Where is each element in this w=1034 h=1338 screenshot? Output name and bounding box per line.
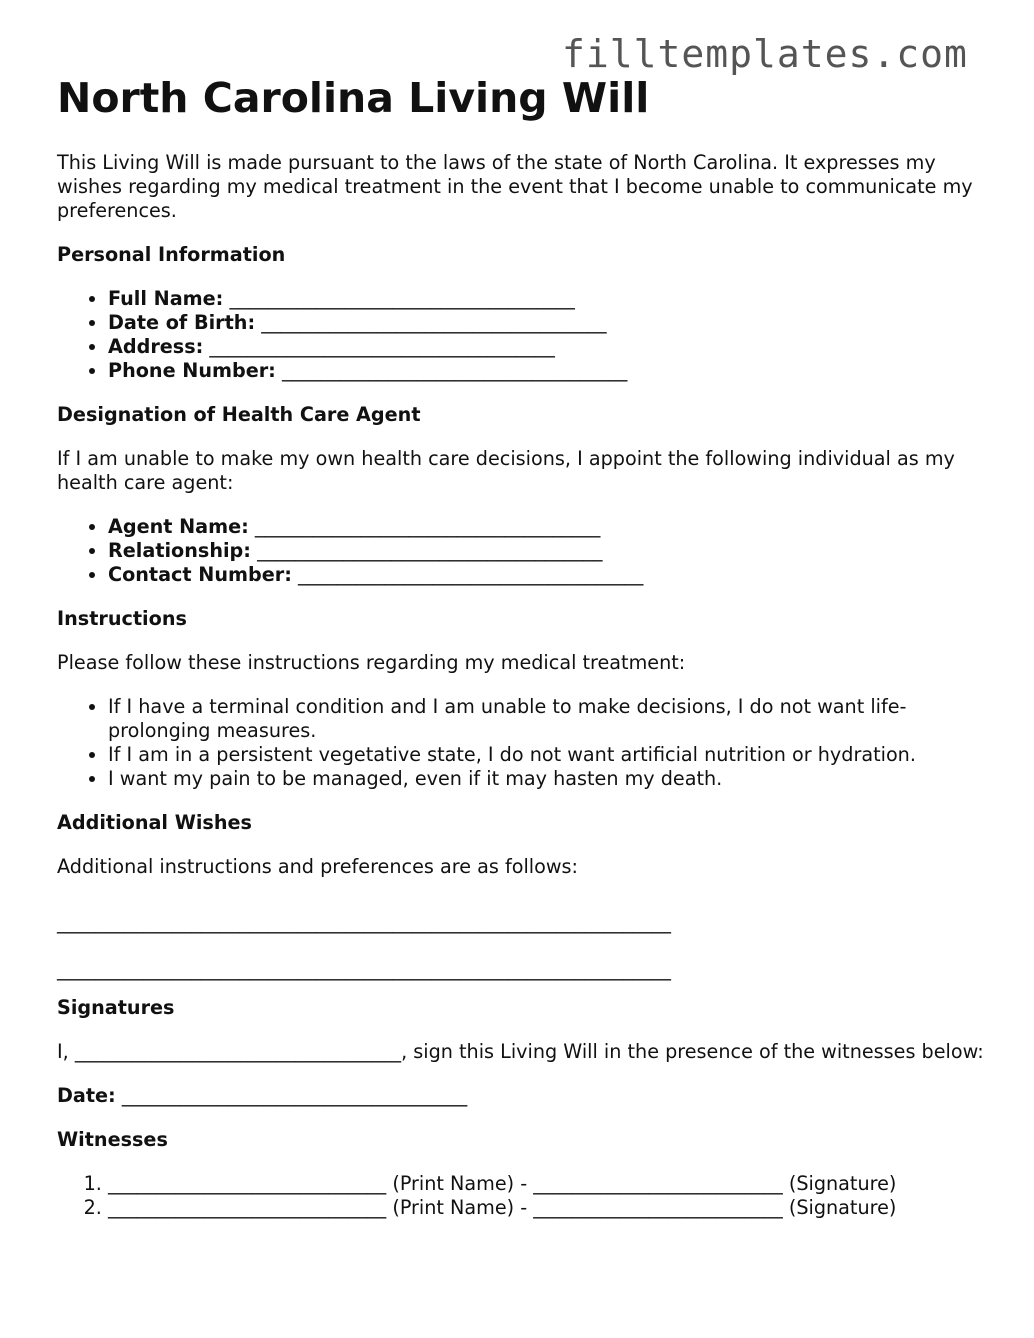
witness-2-signature-blank[interactable]: __________________________ [533, 1196, 783, 1219]
list-item [108, 287, 997, 311]
additional-wishes-heading: Additional Wishes [57, 811, 252, 834]
watermark-text: filltemplates.com [562, 32, 968, 76]
field-label: Full Name: [108, 287, 224, 310]
additional-wishes-paragraph: Additional instructions and preferences are as follows: [57, 855, 579, 878]
witnesses-heading: Witnesses [57, 1128, 168, 1151]
intro-paragraph: This Living Will is made pursuant to the laws of the state of North Carolina. It expresses my wishes regarding my medical treatment in the event that I become unable to communicate my preferences. [57, 151, 973, 222]
additional-wishes-line-2[interactable]: ________________________________________________________________ [57, 958, 671, 981]
list-item: • I want my pain to be managed, even if it may hasten my death. [108, 767, 997, 791]
signature-label: (Signature) [788, 1172, 897, 1195]
list-item [108, 311, 997, 335]
personal-info-heading: Personal Information [57, 243, 286, 266]
field-label: Address: [108, 335, 204, 358]
date-of-birth-blank[interactable]: ____________________________________ [261, 311, 607, 334]
date-line [57, 1084, 997, 1108]
agent-heading: Designation of Health Care Agent [57, 403, 421, 426]
witness-2-name-blank[interactable]: _____________________________ [108, 1196, 387, 1219]
agent-list [57, 515, 997, 587]
list-item [108, 335, 997, 359]
field-label: Agent Name: [108, 515, 249, 538]
field-label: Phone Number: [108, 359, 276, 382]
full-name-blank[interactable]: ____________________________________ [229, 287, 575, 310]
list-item [108, 359, 997, 383]
agent-paragraph: If I am unable to make my own health care decisions, I appoint the following individual as my health care agent: [57, 447, 955, 494]
witness-1-signature-blank[interactable]: __________________________ [533, 1172, 783, 1195]
date-blank[interactable]: ____________________________________ [121, 1084, 468, 1107]
list-item [108, 563, 997, 587]
contact-number-blank[interactable]: ____________________________________ [297, 563, 644, 586]
date-label: Date: [57, 1084, 116, 1107]
signature-statement [57, 1040, 997, 1064]
document-title: North Carolina Living Will [57, 74, 650, 122]
instructions-paragraph: Please follow these instructions regarding my medical treatment: [57, 651, 686, 674]
list-item [108, 1196, 997, 1220]
field-label: Contact Number: [108, 563, 292, 586]
address-blank[interactable]: ____________________________________ [209, 335, 555, 358]
instructions-list [57, 695, 997, 791]
list-item: • If I have a terminal condition and I am unable to make decisions, I do not want life-prolonging measures. [108, 695, 997, 743]
phone-number-blank[interactable]: ____________________________________ [281, 359, 628, 382]
witnesses-list [57, 1172, 997, 1220]
relationship-blank[interactable]: ____________________________________ [257, 539, 603, 562]
document-page [57, 74, 997, 1220]
list-item: • If I am in a persistent vegetative state, I do not want artificial nutrition or hydration. [108, 743, 997, 767]
instructions-heading: Instructions [57, 607, 187, 630]
print-name-label: (Print Name) - [392, 1172, 528, 1195]
additional-wishes-line-1[interactable]: ________________________________________________________________ [57, 911, 671, 934]
field-label: Date of Birth: [108, 311, 256, 334]
signer-name-blank[interactable]: __________________________________ [74, 1040, 402, 1063]
list-item [108, 1172, 997, 1196]
signatures-heading: Signatures [57, 996, 175, 1019]
agent-name-blank[interactable]: ____________________________________ [254, 515, 601, 538]
personal-info-list [57, 287, 997, 383]
list-item [108, 515, 997, 539]
signature-suffix: , sign this Living Will in the presence of the witnesses below: [401, 1040, 984, 1063]
field-label: Relationship: [108, 539, 251, 562]
print-name-label: (Print Name) - [392, 1196, 528, 1219]
signature-prefix: I, [57, 1040, 69, 1063]
witness-1-name-blank[interactable]: _____________________________ [108, 1172, 387, 1195]
list-item [108, 539, 997, 563]
signature-label: (Signature) [788, 1196, 897, 1219]
